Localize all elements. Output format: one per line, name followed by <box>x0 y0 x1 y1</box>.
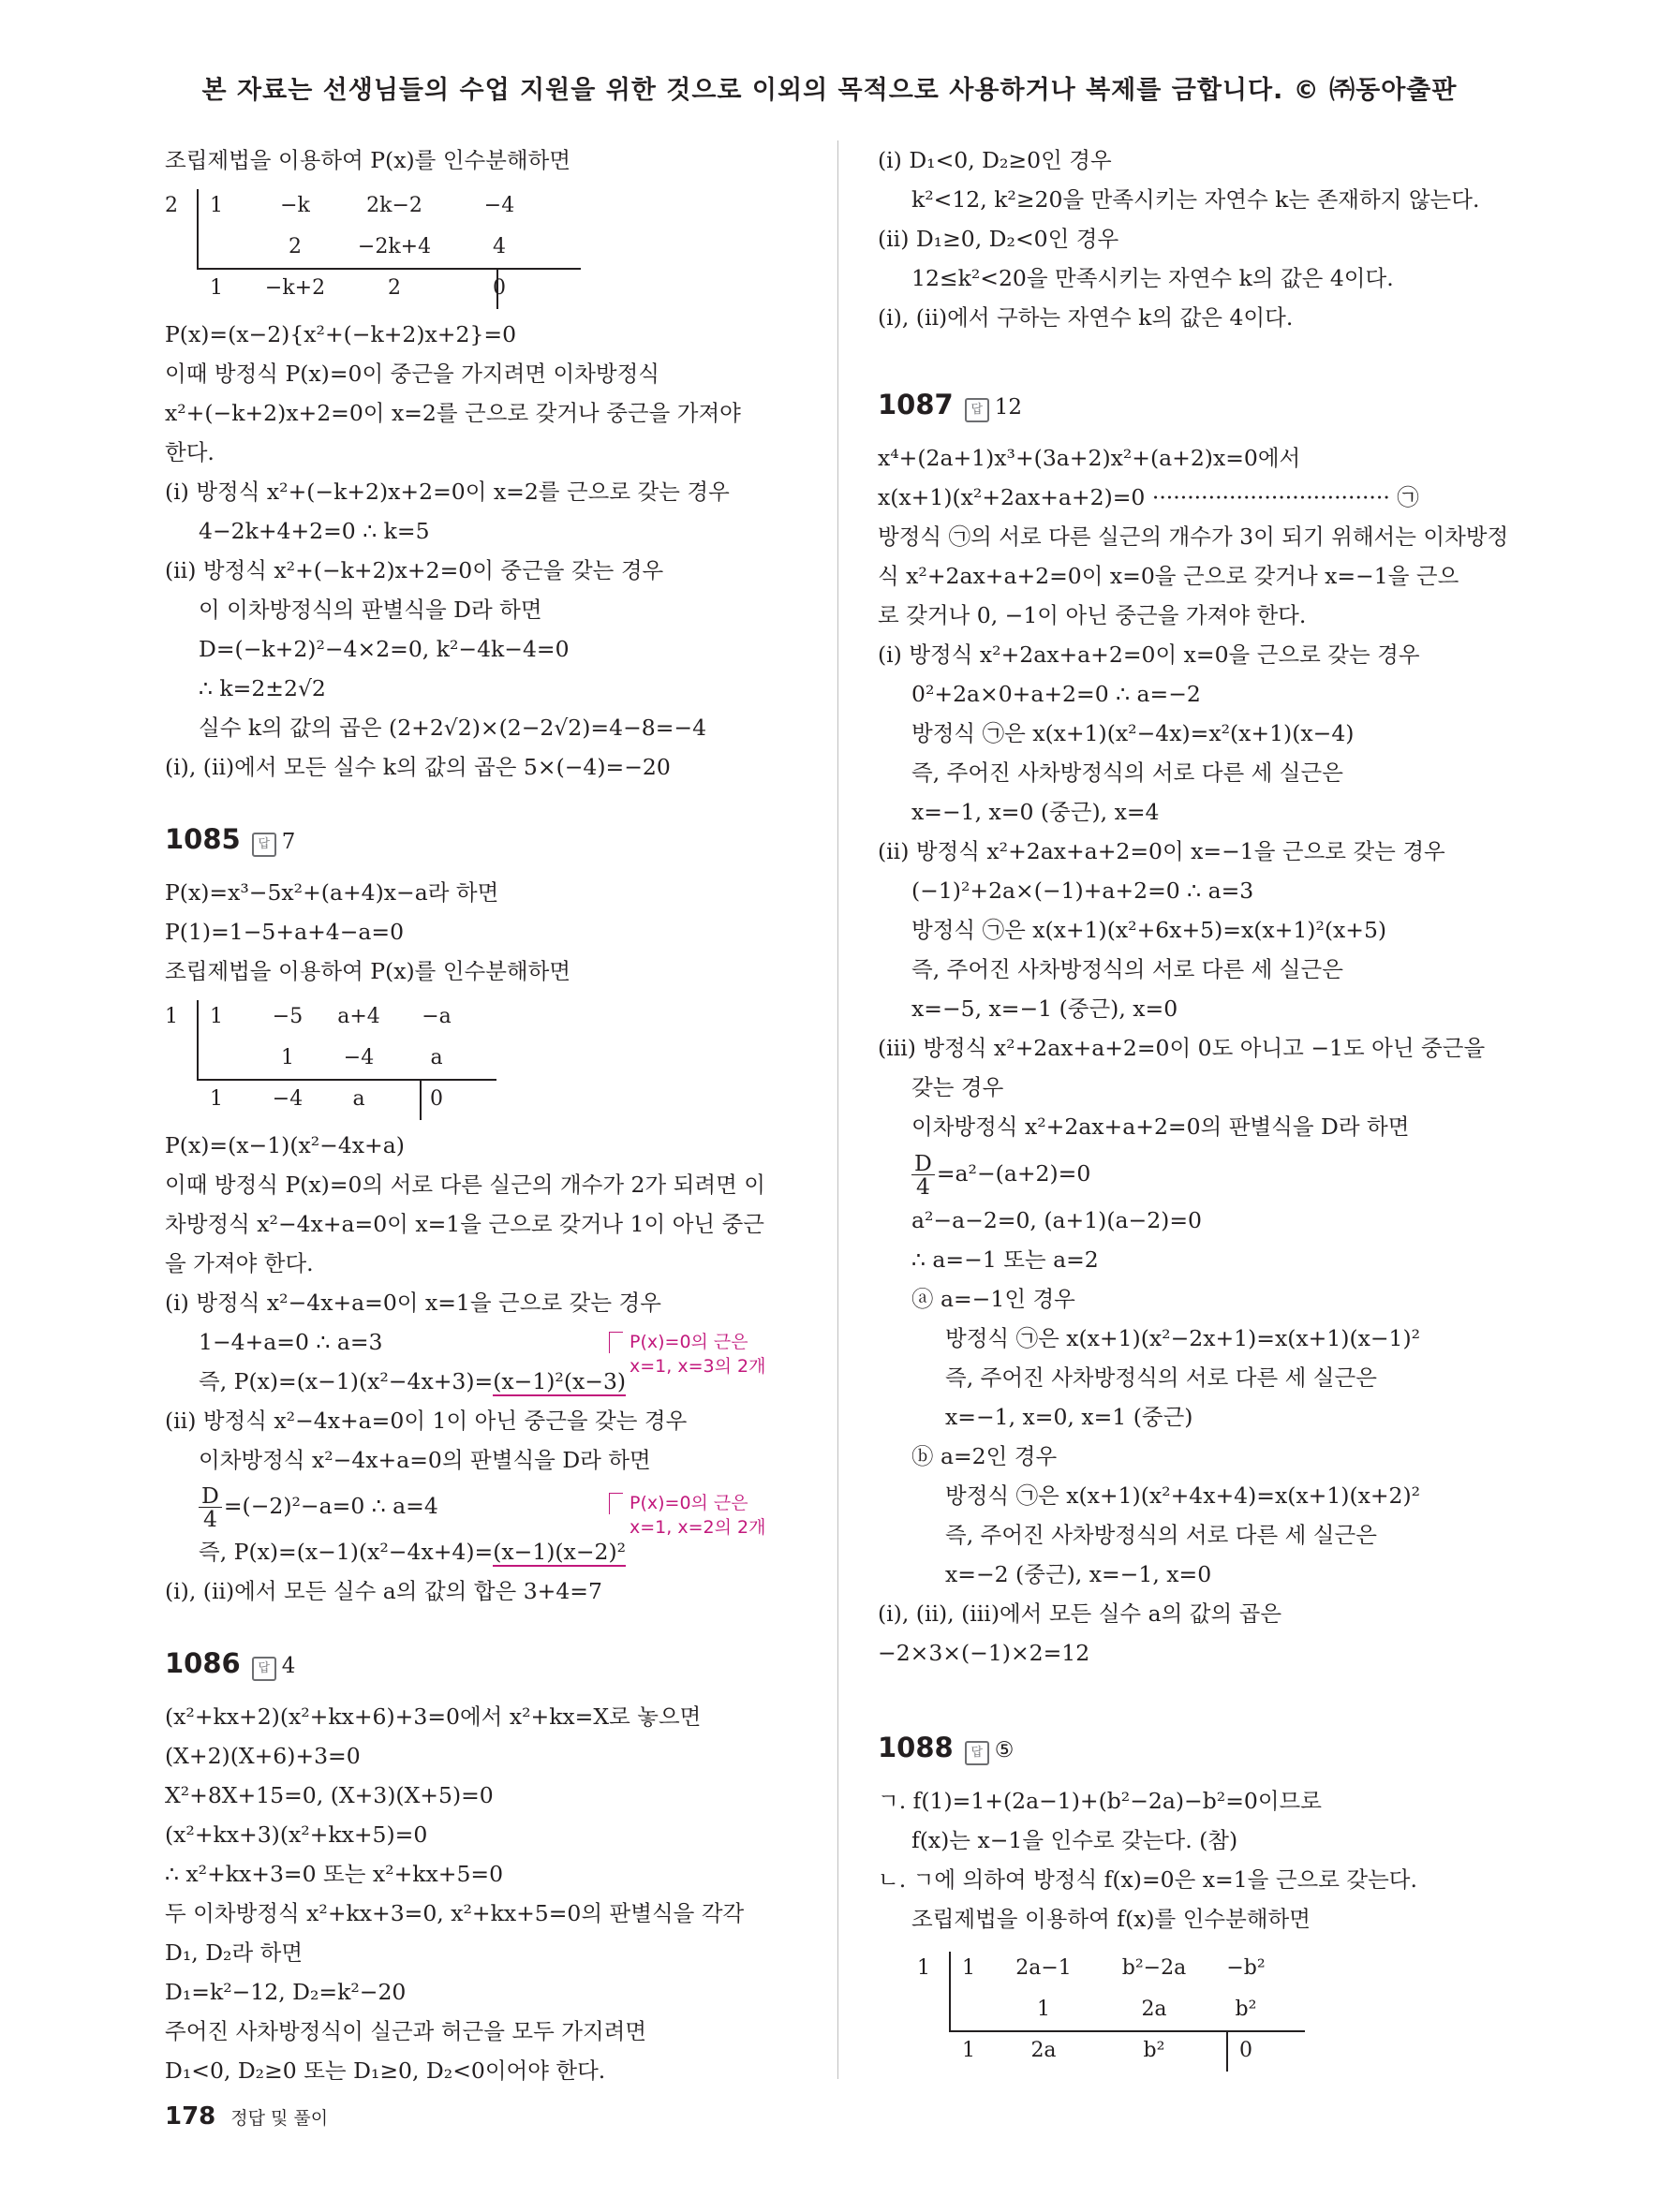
text-line: x=−2 (중근), x=−1, x=0 <box>945 1561 1212 1587</box>
text-segment: =a²−(a+2)=0 <box>936 1160 1091 1187</box>
text-line: (ii) 방정식 x²+(−k+2)x+2=0이 중근을 갖는 경우 <box>165 557 664 583</box>
cell: b² <box>1143 2039 1165 2062</box>
text-line: P(x)=x³−5x²+(a+4)x−a라 하면 <box>165 879 499 906</box>
answer-value: 12 <box>994 395 1022 420</box>
text-line: x⁴+(2a+1)x³+(3a+2)x²+(a+2)x=0에서 <box>878 445 1301 471</box>
text-line: (i), (ii)에서 모든 실수 k의 값의 곱은 5×(−4)=−20 <box>165 754 671 780</box>
text-line: D=(−k+2)²−4×2=0, k²−4k−4=0 <box>199 636 570 662</box>
problem-header-1085 <box>165 805 839 873</box>
cell: 1 <box>210 194 223 217</box>
cell: 1 <box>210 276 223 300</box>
problem-number: 1085 <box>165 823 241 855</box>
text-segment: 즉, P(x)=(x−1)(x²−4x+3)= <box>199 1368 494 1394</box>
text-line: 식 x²+2ax+a+2=0이 x=0을 근으로 갖거나 x=−1을 근으 <box>878 563 1459 589</box>
cell: b²−2a <box>1121 1956 1187 1980</box>
text-line: X²+8X+15=0, (X+3)(X+5)=0 <box>165 1782 494 1808</box>
cell: a <box>352 1087 365 1111</box>
problem-header-1088 <box>878 1714 1515 1781</box>
cell: 2a <box>1141 1998 1167 2021</box>
text-line: 이차방정식 x²−4x+a=0의 판별식을 D라 하면 <box>199 1447 651 1473</box>
answer-icon: 답 <box>965 398 989 422</box>
text-line: 1−4+a=0 ∴ a=3 <box>199 1329 383 1355</box>
cell: 1 <box>210 1087 223 1111</box>
text-line: D₁, D₂라 하면 <box>165 1939 304 1966</box>
text-line: 한다. <box>165 439 215 465</box>
cell: −4 <box>483 194 515 217</box>
denominator: 4 <box>915 1173 930 1200</box>
text-line: (i), (ii)에서 구하는 자연수 k의 값은 4이다. <box>878 304 1294 331</box>
note-line: P(x)=0의 근은 <box>630 1332 748 1352</box>
text-line: P(1)=1−5+a+4−a=0 <box>165 919 405 945</box>
text-line: x²+(−k+2)x+2=0이 x=2를 근으로 갖거나 중근을 가져야 <box>165 400 741 426</box>
text-line <box>878 1146 1515 1201</box>
page-number: 178 <box>165 2102 216 2131</box>
text-line: (x²+kx+3)(x²+kx+5)=0 <box>165 1821 428 1848</box>
text-line: 로 갖거나 0, −1이 아닌 중근을 가져야 한다. <box>878 602 1307 628</box>
note-arrow-icon <box>609 1332 623 1353</box>
fraction <box>199 1484 222 1530</box>
highlighted-result: (x−1)(x−2)² <box>493 1539 627 1565</box>
text-line: 조립제법을 이용하여 f(x)를 인수분해하면 <box>911 1906 1311 1932</box>
text-line: x=−5, x=−1 (중근), x=0 <box>911 995 1178 1022</box>
text-line: 이때 방정식 P(x)=0이 중근을 가지려면 이차방정식 <box>165 361 660 387</box>
text-line: 이 이차방정식의 판별식을 D라 하면 <box>199 597 542 623</box>
annotated-block <box>165 1480 839 1571</box>
cell: a <box>430 1046 443 1069</box>
answer-value: ⑤ <box>994 1738 1015 1762</box>
cell: 0 <box>493 276 506 300</box>
text-line: ∴ k=2±2√2 <box>199 675 326 701</box>
text-line: 0²+2a×0+a+2=0 ∴ a=−2 <box>911 681 1201 707</box>
cell: −k+2 <box>264 276 326 300</box>
cell: 2 <box>289 235 302 258</box>
synthetic-division-table <box>165 996 540 1120</box>
cell: 1 <box>281 1046 294 1069</box>
problem-number: 1086 <box>165 1647 241 1679</box>
cell: a+4 <box>337 1005 380 1028</box>
cell: −5 <box>272 1005 304 1028</box>
highlighted-result: (x−1)²(x−3) <box>493 1368 627 1394</box>
cell: 1 <box>962 2039 975 2062</box>
fraction <box>911 1152 935 1198</box>
text-line: (ii) 방정식 x²−4x+a=0이 1이 아닌 중근을 갖는 경우 <box>165 1408 688 1434</box>
cell: 0 <box>1239 2039 1252 2062</box>
cell: 1 <box>1037 1998 1050 2021</box>
divisor: 2 <box>165 194 178 217</box>
note-line: P(x)=0의 근은 <box>630 1493 748 1513</box>
denominator: 4 <box>202 1506 217 1532</box>
copyright-banner: 본 자료는 선생님들의 수업 지원을 위한 것으로 이외의 목적으로 사용하거나 복제를 금합니다. © ㈜동아출판 <box>201 76 1458 105</box>
text-line: 즉, 주어진 사차방정식의 서로 다른 세 실근은 <box>945 1522 1377 1548</box>
text-line: (i) 방정식 x²+2ax+a+2=0이 x=0을 근으로 갖는 경우 <box>878 641 1420 668</box>
text-line: 이차방정식 x²+2ax+a+2=0의 판별식을 D라 하면 <box>911 1113 1410 1140</box>
synthetic-division-table <box>165 185 577 309</box>
text-line: 즉, 주어진 사차방정식의 서로 다른 세 실근은 <box>911 759 1343 786</box>
text-line: ㄱ. f(1)=1+(2a−1)+(b²−2a)−b²=0이므로 <box>878 1788 1322 1814</box>
answer-icon: 답 <box>252 833 276 857</box>
cell: 2 <box>388 276 401 300</box>
text-line: (−1)²+2a×(−1)+a+2=0 ∴ a=3 <box>911 877 1254 904</box>
text-line: (ii) 방정식 x²+2ax+a+2=0이 x=−1을 근으로 갖는 경우 <box>878 838 1445 864</box>
text-line: 즉, 주어진 사차방정식의 서로 다른 세 실근은 <box>945 1364 1377 1391</box>
text-line: (i), (ii), (iii)에서 모든 실수 a의 값의 곱은 <box>878 1600 1282 1627</box>
text-line: (ii) D₁≥0, D₂<0인 경우 <box>878 226 1119 252</box>
text-line: 두 이차방정식 x²+kx+3=0, x²+kx+5=0의 판별식을 각각 <box>165 1900 745 1926</box>
divisor: 1 <box>165 1005 178 1028</box>
text-line: ㄴ. ㄱ에 의하여 방정식 f(x)=0은 x=1을 근으로 갖는다. <box>878 1866 1417 1893</box>
problem-number: 1088 <box>878 1732 954 1763</box>
answer-icon: 답 <box>252 1657 276 1681</box>
text-line: 갖는 경우 <box>911 1074 1004 1100</box>
text-segment: =(−2)²−a=0 ∴ a=4 <box>223 1493 438 1519</box>
text-line: 차방정식 x²−4x+a=0이 x=1을 근으로 갖거나 1이 아닌 중근 <box>165 1211 764 1237</box>
answer-value: 4 <box>281 1654 296 1678</box>
problem-header-1086 <box>165 1630 839 1697</box>
text-line: ∴ x²+kx+3=0 또는 x²+kx+5=0 <box>165 1861 504 1887</box>
cell: 2a−1 <box>1015 1956 1072 1980</box>
text-line: x=−1, x=0, x=1 (중근) <box>945 1404 1193 1430</box>
cell: b² <box>1235 1998 1257 2021</box>
footer-label: 정답 및 풀이 <box>230 2108 329 2129</box>
text-line: 이때 방정식 P(x)=0의 서로 다른 실근의 개수가 2가 되려면 이 <box>165 1172 765 1198</box>
text-line: (x²+kx+2)(x²+kx+6)+3=0에서 x²+kx=X로 놓으면 <box>165 1703 702 1730</box>
answer-value: 7 <box>281 830 296 854</box>
cell: 1 <box>962 1956 975 1980</box>
text-line: x(x+1)(x²+2ax+a+2)=0 ·································· ㉠ <box>878 484 1419 510</box>
text-line: (iii) 방정식 x²+2ax+a+2=0이 0도 아니고 −1도 아닌 중근을 <box>878 1035 1486 1061</box>
cell: 0 <box>430 1087 443 1111</box>
text-line: 을 가져야 한다. <box>165 1250 314 1276</box>
text-line: 조립제법을 이용하여 P(x)를 인수분해하면 <box>165 958 571 984</box>
cell: −b² <box>1226 1956 1266 1980</box>
text-line: k²<12, k²≥20을 만족시키는 자연수 k는 존재하지 않는다. <box>911 186 1480 213</box>
text-line: 4−2k+4+2=0 ∴ k=5 <box>199 518 430 544</box>
text-line: 조립제법을 이용하여 P(x)를 인수분해하면 <box>165 147 571 173</box>
margin-note <box>630 1491 765 1540</box>
text-line: (i) 방정식 x²+(−k+2)x+2=0이 x=2를 근으로 갖는 경우 <box>165 479 730 505</box>
synthetic-division-table <box>917 1948 1348 2072</box>
text-line: (X+2)(X+6)+3=0 <box>165 1743 361 1769</box>
text-line: P(x)=(x−1)(x²−4x+a) <box>165 1132 405 1158</box>
note-line: x=1, x=3의 2개 <box>630 1356 766 1377</box>
cell: −2k+4 <box>357 235 432 258</box>
text-line: f(x)는 x−1을 인수로 갖는다. (참) <box>911 1827 1238 1853</box>
text-line: 즉, 주어진 사차방정식의 서로 다른 세 실근은 <box>911 956 1343 982</box>
note-line: x=1, x=2의 2개 <box>630 1517 766 1538</box>
text-line: (i) D₁<0, D₂≥0인 경우 <box>878 147 1112 173</box>
text-line: ⓑ a=2인 경우 <box>911 1443 1058 1469</box>
page-footer <box>165 2102 328 2131</box>
text-line: P(x)=(x−2){x²+(−k+2)x+2}=0 <box>165 321 517 347</box>
annotated-block <box>165 1322 839 1401</box>
cell: 2a <box>1030 2039 1057 2062</box>
problem-header-1087 <box>878 371 1515 438</box>
text-line: (i) 방정식 x²−4x+a=0이 x=1을 근으로 갖는 경우 <box>165 1290 661 1316</box>
answer-icon: 답 <box>965 1741 989 1765</box>
text-line: D₁=k²−12, D₂=k²−20 <box>165 1979 407 2005</box>
text-line: 방정식 ㉠은 x(x+1)(x²+4x+4)=x(x+1)(x+2)² <box>945 1482 1421 1509</box>
cell: 1 <box>210 1005 223 1028</box>
margin-note <box>630 1330 765 1379</box>
text-line: 방정식 ㉠은 x(x+1)(x²+6x+5)=x(x+1)²(x+5) <box>911 917 1387 943</box>
cell: −4 <box>343 1046 375 1069</box>
text-line: a²−a−2=0, (a+1)(a−2)=0 <box>911 1207 1202 1233</box>
text-line: 방정식 ㉠은 x(x+1)(x²−4x)=x²(x+1)(x−4) <box>911 720 1355 746</box>
cell: −k <box>280 194 310 217</box>
text-line: x=−1, x=0 (중근), x=4 <box>911 799 1160 825</box>
text-line: ⓐ a=−1인 경우 <box>911 1286 1075 1312</box>
text-line: −2×3×(−1)×2=12 <box>878 1640 1090 1666</box>
right-column <box>878 140 1515 2077</box>
cell: −4 <box>272 1087 304 1111</box>
text-segment: 즉, P(x)=(x−1)(x²−4x+4)= <box>199 1539 494 1565</box>
left-column <box>165 140 839 2090</box>
text-line: 주어진 사차방정식이 실근과 허근을 모두 가지려면 <box>165 2018 647 2044</box>
text-line: 실수 k의 값의 곱은 (2+2√2)×(2−2√2)=4−8=−4 <box>199 715 707 741</box>
text-line: ∴ a=−1 또는 a=2 <box>911 1246 1099 1273</box>
cell: 2k−2 <box>366 194 422 217</box>
text-line: 방정식 ㉠의 서로 다른 실근의 개수가 3이 되기 위해서는 이차방정 <box>878 524 1509 550</box>
numerator: D <box>199 1484 222 1508</box>
text-line: (i), (ii)에서 모든 실수 a의 값의 합은 3+4=7 <box>165 1578 602 1604</box>
problem-number: 1087 <box>878 389 954 420</box>
cell: −a <box>422 1005 452 1028</box>
text-line: 방정식 ㉠은 x(x+1)(x²−2x+1)=x(x+1)(x−1)² <box>945 1325 1421 1351</box>
numerator: D <box>911 1152 935 1175</box>
text-line: 12≤k²<20을 만족시키는 자연수 k의 값은 4이다. <box>911 265 1394 291</box>
cell: 4 <box>493 235 506 258</box>
text-line: D₁<0, D₂≥0 또는 D₁≥0, D₂<0이어야 한다. <box>165 2057 606 2084</box>
note-arrow-icon <box>609 1493 623 1514</box>
divisor: 1 <box>917 1956 930 1980</box>
